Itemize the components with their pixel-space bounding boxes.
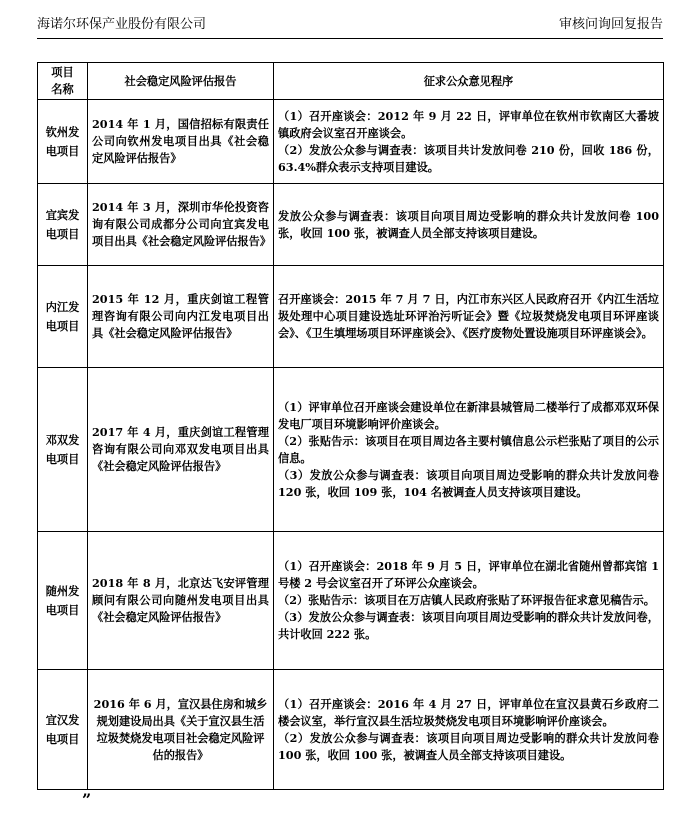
project-name-cell: 随州发电项目 — [38, 532, 88, 670]
opinion-item: （2）发放公众参与调查表：该项目向项目周边受影响的群众共计发放问卷 100 张，收回 100 张，被调查人员全部支持该项目建设。 — [278, 730, 659, 762]
opinion-item: （2）张贴告示：该项目在项目周边各主要村镇信息公示栏张贴了项目的公示信息。 — [278, 433, 659, 465]
table-header-row — [38, 63, 664, 100]
opinion-cell — [274, 532, 664, 670]
opinion-item: （3）发放公众参与调查表：该项目向项目周边受影响的群众共计发放问卷，共计收回 222 张。 — [278, 610, 659, 641]
opinion-cell — [274, 184, 664, 266]
closing-quote-mark: ” — [82, 790, 92, 809]
report-cell: 2018 年 8 月，北京达飞安评管理顾问有限公司向随州发电项目出具《社会稳定风险评估报告》 — [88, 532, 274, 670]
opinion-cell — [274, 266, 664, 368]
report-cell: 2015 年 12 月，重庆剑谊工程管理咨询有限公司向内江发电项目出具《社会稳定风险评估报告》 — [88, 266, 274, 368]
column-header-project: 项目名称 — [38, 63, 88, 100]
document-title: 审核问询回复报告 — [558, 17, 663, 32]
risk-assessment-table — [37, 62, 664, 790]
project-name-cell: 宜宾发电项目 — [38, 184, 88, 266]
table-row — [38, 266, 664, 368]
opinion-item: （2）张贴告示：该项目在万店镇人民政府张贴了环评报告征求意见稿告示。 — [278, 593, 655, 607]
project-name-cell: 内江发电项目 — [38, 266, 88, 368]
opinion-item: （1）召开座谈会：2016 年 4 月 27 日，评审单位在宣汉县黄石乡政府二楼会议室，举行宣汉县生活垃圾焚烧发电项目环境影响评价座谈会。 — [278, 696, 659, 728]
page-header — [37, 14, 663, 39]
opinion-item: （1）召开座谈会：2012 年 9 月 22 日，评审单位在钦州市钦南区大番坡镇政府会议室召开座谈会。 — [278, 108, 659, 140]
table-row — [38, 532, 664, 670]
opinion-item: 召开座谈会：2015 年 7 月 7 日，内江市东兴区人民政府召开《内江生活垃圾处理中心项目建设选址环评治污听证会》暨《垃圾焚烧发电项目环评座谈会》、《卫生填埋场项目环评座谈会》、《医疗废物处置设施项目环评座谈会》。 — [278, 292, 659, 340]
opinion-item: （3）发放公众参与调查表：该项目向项目周边受影响的群众共计发放问卷 120 张，收回 109 张，104 名被调查人员支持该项目建设。 — [278, 467, 659, 499]
opinion-item: （2）发放公众参与调查表：该项目共计发放问卷 210 份，回收 186 份，63.4%群众表示支持项目建设。 — [278, 142, 659, 174]
table-row — [38, 100, 664, 184]
opinion-cell — [274, 368, 664, 532]
company-name: 海诺尔环保产业股份有限公司 — [37, 17, 207, 32]
report-cell: 2017 年 4 月，重庆剑谊工程管理咨询有限公司向邓双发电项目出具《社会稳定风险评估报告》 — [88, 368, 274, 532]
opinion-item: （1）召开座谈会：2018 年 9 月 5 日，评审单位在湖北省随州曾都宾馆 1 号楼 2 号会议室召开了环评公众座谈会。 — [278, 559, 659, 590]
table-row — [38, 184, 664, 266]
project-name-cell: 钦州发电项目 — [38, 100, 88, 184]
opinion-item: 发放公众参与调查表：该项目向项目周边受影响的群众共计发放问卷 100 张，收回 100 张，被调查人员全部支持该项目建设。 — [278, 208, 659, 240]
column-header-report: 社会稳定风险评估报告 — [88, 63, 274, 100]
opinion-cell — [274, 100, 664, 184]
opinion-item: （1）评审单位召开座谈会建设单位在新津县城管局二楼举行了成都邓双环保发电厂项目环境影响评价座谈会。 — [278, 399, 659, 431]
project-name-cell: 邓双发电项目 — [38, 368, 88, 532]
report-cell: 2014 年 3 月，深圳市华伦投资咨询有限公司成都分公司向宜宾发电项目出具《社会稳定风险评估报告》 — [88, 184, 274, 266]
column-header-opinion: 征求公众意见程序 — [274, 63, 664, 100]
project-name-cell: 宜汉发电项目 — [38, 670, 88, 790]
table-row — [38, 670, 664, 790]
report-cell: 2016 年 6 月，宣汉县住房和城乡规划建设局出具《关于宣汉县生活垃圾焚烧发电项目社会稳定风险评估的报告》 — [88, 670, 274, 790]
table-row — [38, 368, 664, 532]
report-cell: 2014 年 1 月，国信招标有限责任公司向钦州发电项目出具《社会稳定风险评估报告》 — [88, 100, 274, 184]
opinion-cell — [274, 670, 664, 790]
